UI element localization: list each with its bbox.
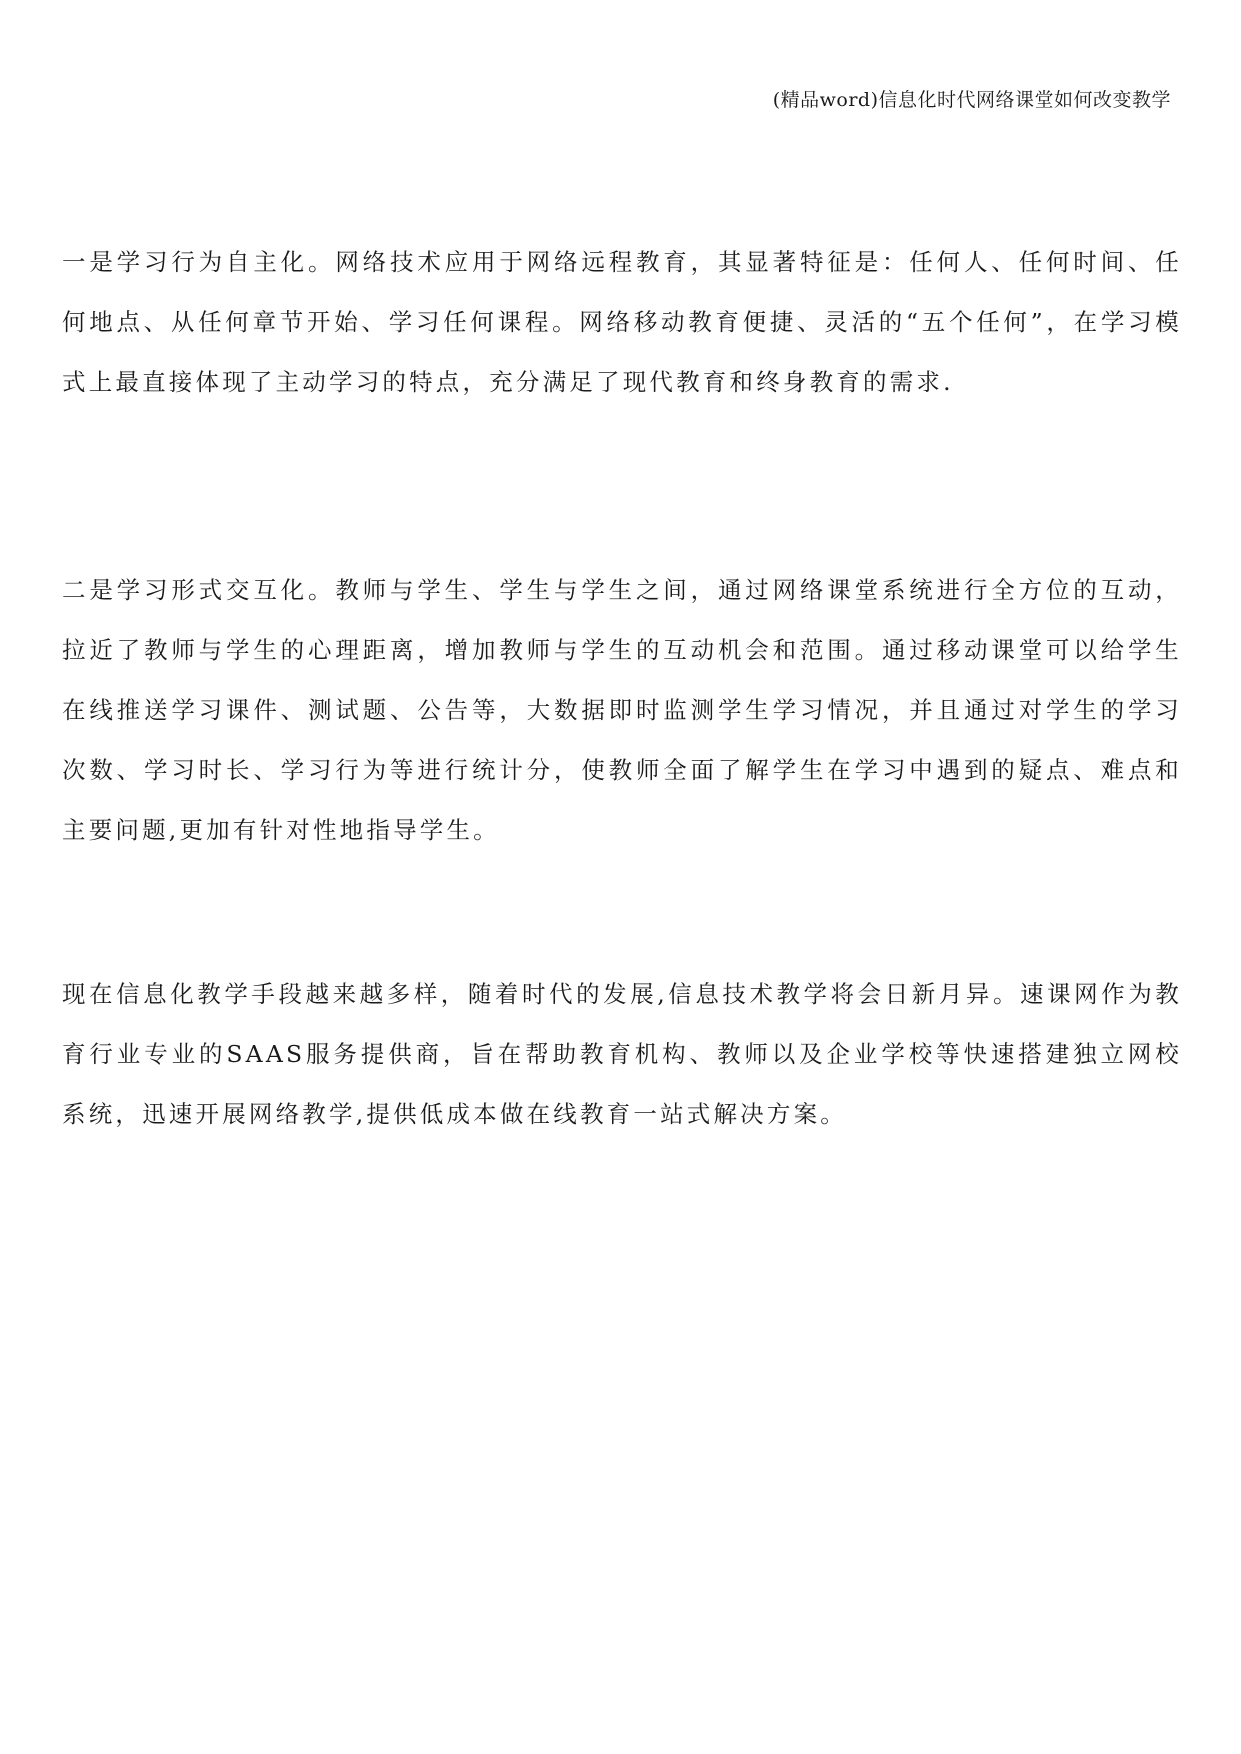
paragraph-informatized-teaching: 现在信息化教学手段越来越多样，随着时代的发展,信息技术教学将会日新月异。速课网作为教育行业专业的SAAS服务提供商，旨在帮助教育机构、教师以及企业学校等快速搭建独立网校系统，迅速开展网络教学,提供低成本做在线教育一站式解决方案。 [62, 980, 1182, 1128]
page-header: (精品word)信息化时代网络课堂如何改变教学 [772, 89, 1171, 111]
paragraph-self-directed-learning: 一是学习行为自主化。网络技术应用于网络远程教育，其显著特征是：任何人、任何时间、任何地点、从任何章节开始、学习任何课程。网络移动教育便捷、灵活的“五个任何”，在学习模式上最直接体现了主动学习的特点，充分满足了现代教育和终身教育的需求. [62, 248, 1182, 396]
paragraph-interactive-learning: 二是学习形式交互化。教师与学生、学生与学生之间，通过网络课堂系统进行全方位的互动，拉近了教师与学生的心理距离，增加教师与学生的互动机会和范围。通过移动课堂可以给学生在线推送学习课件、测试题、公告等，大数据即时监测学生学习情况，并且通过对学生的学习次数、学习时长、学习行为等进行统计分，使教师全面了解学生在学习中遇到的疑点、难点和主要问题,更加有针对性地指导学生。 [62, 576, 1182, 844]
